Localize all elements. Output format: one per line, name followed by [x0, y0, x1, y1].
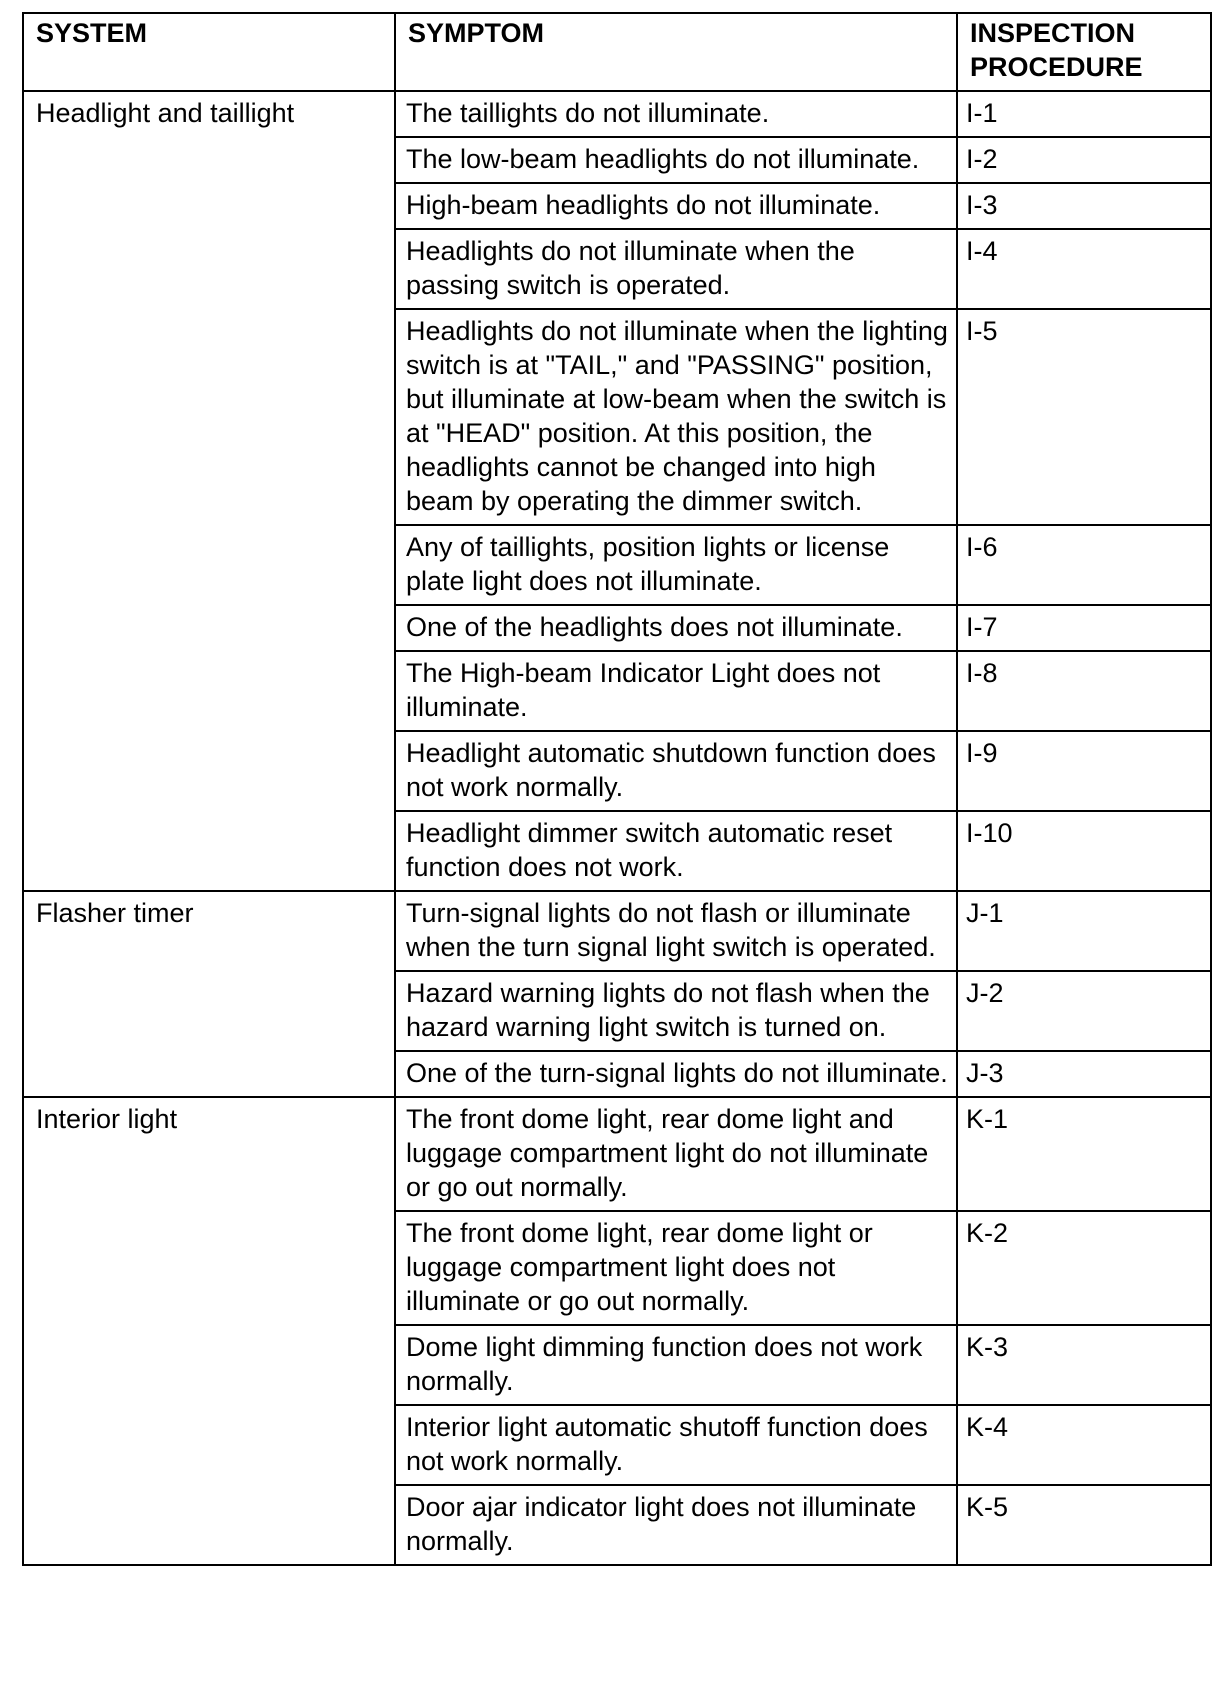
procedure-cell: K-4 — [957, 1405, 1211, 1485]
symptom-cell: One of the headlights does not illuminate. — [395, 605, 957, 651]
symptom-cell: High-beam headlights do not illuminate. — [395, 183, 957, 229]
procedure-cell: I-3 — [957, 183, 1211, 229]
procedure-cell: I-2 — [957, 137, 1211, 183]
procedure-cell: J-3 — [957, 1051, 1211, 1097]
system-cell-headlight: Headlight and taillight — [23, 91, 395, 891]
system-cell-flasher: Flasher timer — [23, 891, 395, 1097]
inspection-table — [22, 12, 1212, 1566]
symptom-cell: Door ajar indicator light does not illuminate normally. — [395, 1485, 957, 1565]
procedure-cell: J-1 — [957, 891, 1211, 971]
symptom-cell: Headlights do not illuminate when the lighting switch is at "TAIL," and "PASSING" position, but illuminate at low-beam when the switch is at "HEAD" position. At this position, the headlights cannot be changed into high beam by operating the dimmer switch. — [395, 309, 957, 525]
symptom-cell: The taillights do not illuminate. — [395, 91, 957, 137]
procedure-cell: I-6 — [957, 525, 1211, 605]
procedure-cell: K-3 — [957, 1325, 1211, 1405]
procedure-cell: J-2 — [957, 971, 1211, 1051]
procedure-cell: I-7 — [957, 605, 1211, 651]
symptom-cell: The front dome light, rear dome light or luggage compartment light does not illuminate or go out normally. — [395, 1211, 957, 1325]
symptom-cell: The front dome light, rear dome light and luggage compartment light do not illuminate or go out normally. — [395, 1097, 957, 1211]
inspection-sheet — [22, 12, 1212, 1566]
procedure-cell: I-9 — [957, 731, 1211, 811]
table-row — [23, 1097, 1211, 1211]
procedure-cell: I-1 — [957, 91, 1211, 137]
symptom-cell: Turn-signal lights do not flash or illuminate when the turn signal light switch is operated. — [395, 891, 957, 971]
header-row — [23, 13, 1211, 91]
symptom-cell: The low-beam headlights do not illuminate. — [395, 137, 957, 183]
symptom-cell: Headlights do not illuminate when the passing switch is operated. — [395, 229, 957, 309]
procedure-cell: I-10 — [957, 811, 1211, 891]
procedure-cell: K-1 — [957, 1097, 1211, 1211]
symptom-cell: One of the turn-signal lights do not illuminate. — [395, 1051, 957, 1097]
header-procedure: INSPECTION PROCEDURE — [957, 13, 1211, 91]
table-row — [23, 91, 1211, 137]
procedure-cell: K-2 — [957, 1211, 1211, 1325]
procedure-cell: I-5 — [957, 309, 1211, 525]
header-system: SYSTEM — [23, 13, 395, 91]
symptom-cell: Any of taillights, position lights or license plate light does not illuminate. — [395, 525, 957, 605]
symptom-cell: Interior light automatic shutoff function does not work normally. — [395, 1405, 957, 1485]
header-symptom: SYMPTOM — [395, 13, 957, 91]
symptom-cell: Dome light dimming function does not work normally. — [395, 1325, 957, 1405]
symptom-cell: Hazard warning lights do not flash when the hazard warning light switch is turned on. — [395, 971, 957, 1051]
symptom-cell: Headlight dimmer switch automatic reset function does not work. — [395, 811, 957, 891]
procedure-cell: I-4 — [957, 229, 1211, 309]
system-cell-interior: Interior light — [23, 1097, 395, 1565]
symptom-cell: Headlight automatic shutdown function does not work normally. — [395, 731, 957, 811]
procedure-cell: K-5 — [957, 1485, 1211, 1565]
symptom-cell: The High-beam Indicator Light does not illuminate. — [395, 651, 957, 731]
procedure-cell: I-8 — [957, 651, 1211, 731]
table-row — [23, 891, 1211, 971]
